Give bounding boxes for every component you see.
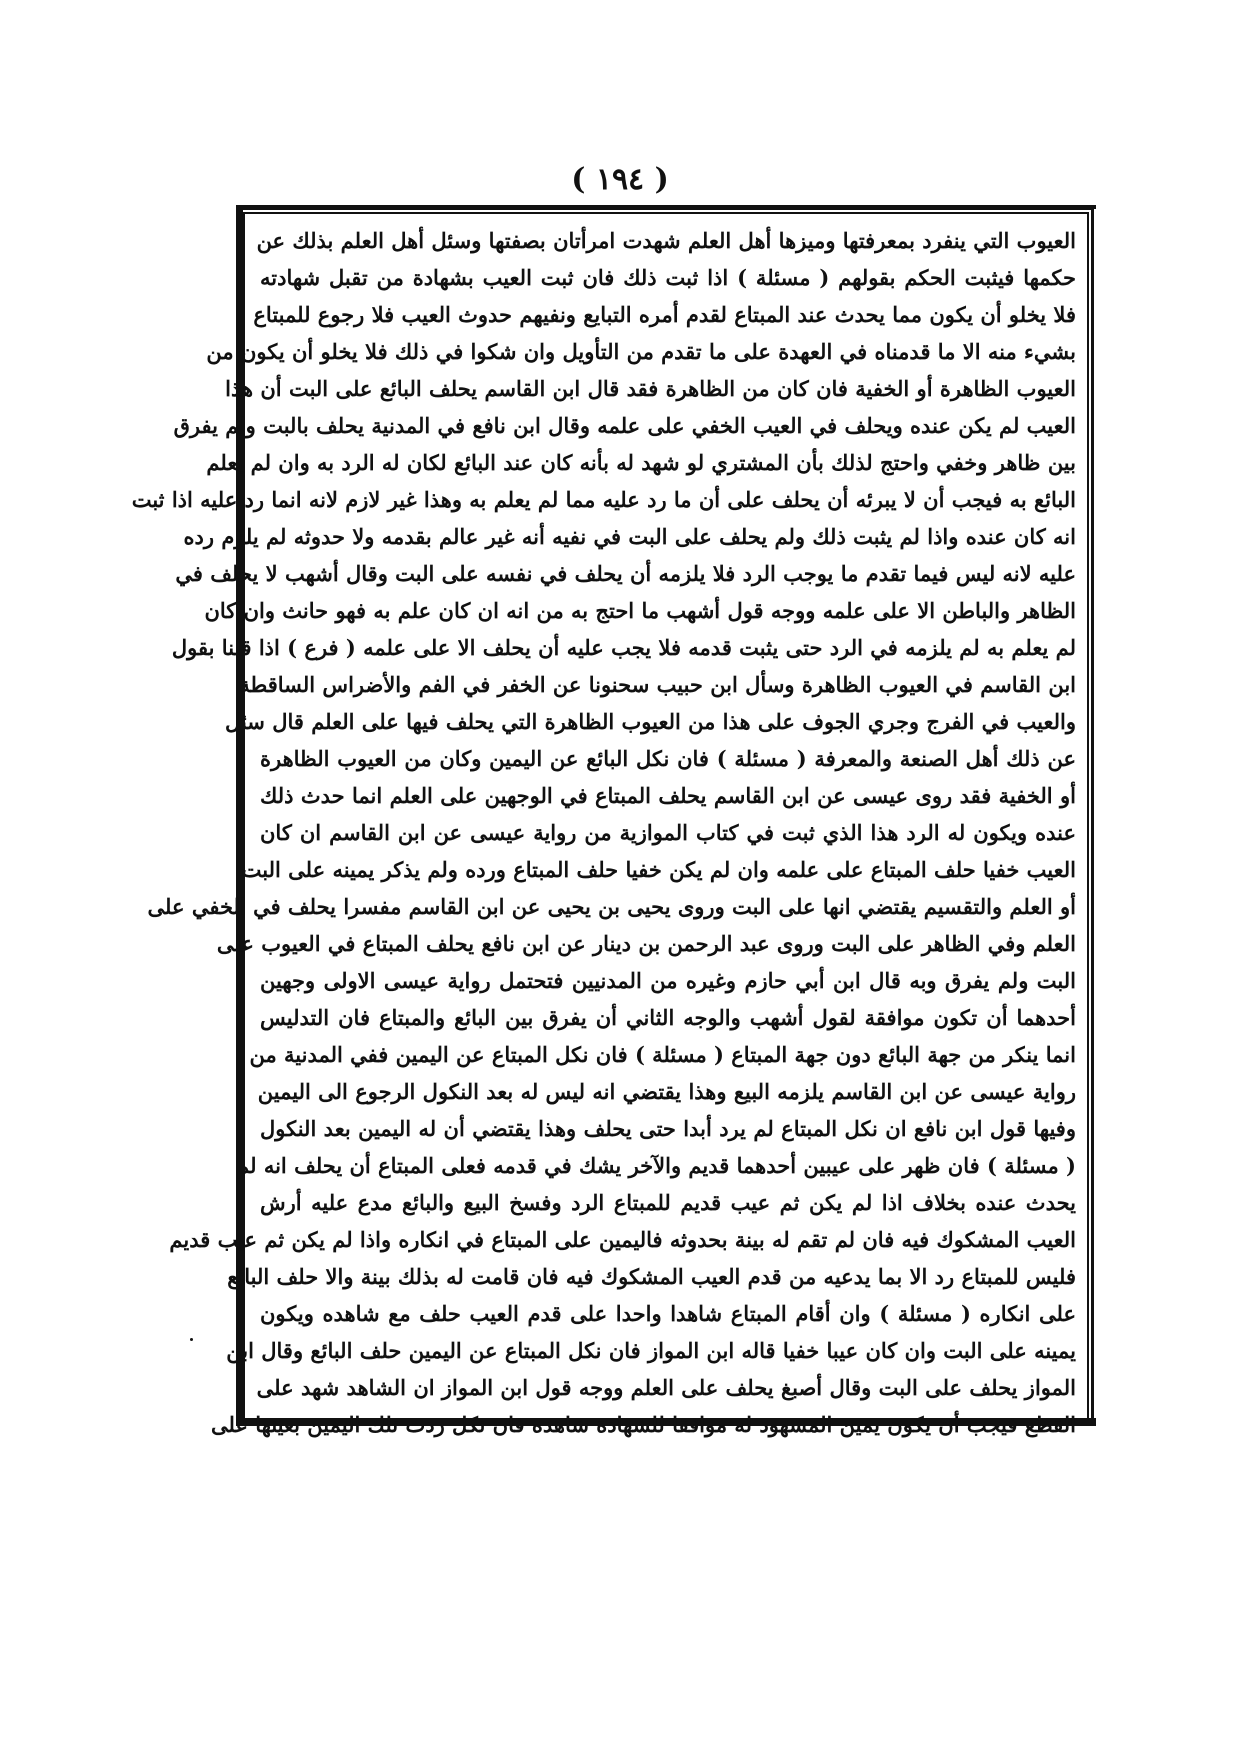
text-line: ابن القاسم في العيوب الظاهرة وسأل ابن حبيب سحنونا عن الخفر في الفم والأضراس الساقطة <box>239 672 1076 697</box>
text-line: العيب لم يكن عنده ويحلف في العيب الخفي على علمه وقال ابن نافع في المدنية يحلف بالبت ولم يفرق <box>173 413 1076 438</box>
text-line: بشيء منه الا ما قدمناه في العهدة على ما تقدم من التأويل وان شكوا في ذلك فلا يخلو أن يكون من <box>206 339 1076 364</box>
text-line: البائع به فيجب أن لا يبرئه أن يحلف على أن ما رد عليه مما لم يعلم به وهذا غير لازم لانه انما رد عليه اذا ثبت <box>131 487 1076 512</box>
text-line: البت ولم يفرق وبه قال ابن أبي حازم وغيره من المدنيين فتحتمل رواية عيسى الاولى وجهين <box>260 968 1076 993</box>
text-line: العيب المشكوك فيه فان لم تقم له بينة بحدوثه فاليمين على المبتاع في انكاره واذا لم يكن ثم عيب قديم <box>169 1227 1076 1252</box>
text-line: العيوب التي ينفرد بمعرفتها وميزها أهل العلم شهدت امرأتان بصفتها وسئل أهل العلم بذلك عن <box>256 228 1076 253</box>
text-line: الظاهر والباطن الا على علمه ووجه قول أشهب ما احتج به من انه ان كان علم به فهو حانث وان كان <box>204 598 1076 623</box>
text-line: لم يعلم به لم يلزمه في الرد حتى يثبت قدمه فلا يجب عليه أن يحلف الا على علمه ( فرع ) اذا قلنا بقول <box>171 635 1076 660</box>
text-line: انه كان عنده واذا لم يثبت ذلك ولم يحلف على البت في نفيه أنه غير عالم بقدمه ولا حدوثه لم يلزم رده <box>183 524 1076 549</box>
text-line: عن ذلك أهل الصنعة والمعرفة ( مسئلة ) فان نكل البائع عن اليمين وكان من العيوب الظاهرة <box>260 746 1076 771</box>
stray-ink-dot <box>190 1338 193 1341</box>
text-line: يحدث عنده بخلاف اذا لم يكن ثم عيب قديم للمبتاع الرد وفسخ البيع والبائع مدع عليه أرش <box>260 1190 1076 1215</box>
page-number: ( ١٩٤ ) <box>571 162 669 197</box>
text-line: المواز يحلف على البت وقال أصبغ يحلف على العلم ووجه قول ابن المواز ان الشاهد شهد على <box>256 1375 1076 1400</box>
text-body <box>131 222 1076 1437</box>
text-line: انما ينكر من جهة البائع دون جهة المبتاع ( مسئلة ) فان نكل المبتاع عن اليمين ففي المدنية من <box>249 1042 1076 1067</box>
text-line: العيب خفيا حلف المبتاع على علمه وان لم يكن خفيا حلف المبتاع ورده ولم يذكر يمينه على البت <box>241 857 1076 882</box>
text-line: عنده ويكون له الرد هذا الذي ثبت في كتاب الموازية من رواية عيسى عن ابن القاسم ان كان <box>260 820 1076 845</box>
text-line: حكمها فيثبت الحكم بقولهم ( مسئلة ) اذا ثبت ذلك فان ثبت العيب بشهادة من تقبل شهادته <box>260 265 1076 290</box>
text-line: يمينه على البت وان كان عيبا خفيا قاله ابن المواز فان نكل المبتاع عن اليمين حلف البائع وقال ابن <box>226 1338 1076 1363</box>
text-line: بين ظاهر وخفي واحتج لذلك بأن المشتري لو شهد له بأنه كان عند البائع لكان له الرد به وان لم يعلم <box>206 450 1076 475</box>
text-line: العلم وفي الظاهر على البت وروى عبد الرحمن بن دينار عن ابن نافع يحلف المبتاع في العيوب على <box>216 931 1076 956</box>
text-line: ( مسئلة ) فان ظهر على عيبين أحدهما قديم والآخر يشك في قدمه فعلى المبتاع أن يحلف انه لم <box>236 1153 1076 1178</box>
text-line: عليه لانه ليس فيما تقدم ما يوجب الرد فلا يلزمه أن يحلف في نفسه على البت وقال أشهب لا يحلف في <box>175 561 1076 586</box>
text-line: والعيب في الفرج وجري الجوف على هذا من العيوب الظاهرة التي يحلف فيها على العلم قال سئل <box>225 709 1076 734</box>
text-line: القطع فيجب أن يكون يمين المشهود له موافقا للشهادة شاهده فان نكل ردت تلك اليمين بعينها على <box>210 1412 1076 1437</box>
text-line: فلا يخلو أن يكون مما يحدث عند المبتاع لقدم أمره التبايع ونفيهم حدوث العيب فلا رجوع للمبتاع <box>253 302 1076 327</box>
text-line: رواية عيسى عن ابن القاسم يلزمه البيع وهذا يقتضي انه ليس له بعد النكول الرجوع الى اليمين <box>257 1079 1076 1104</box>
text-line: أو الخفية فقد روى عيسى عن ابن القاسم يحلف المبتاع في الوجهين على العلم انما حدث ذلك <box>260 783 1076 808</box>
text-line: على انكاره ( مسئلة ) وان أقام المبتاع شاهدا واحدا على قدم العيب حلف مع شاهده ويكون <box>260 1301 1076 1326</box>
text-line: أحدهما أن تكون موافقة لقول أشهب والوجه الثاني أن يفرق بين البائع والمبتاع فان التدليس <box>260 1005 1076 1030</box>
text-line: فليس للمبتاع رد الا بما يدعيه من قدم العيب المشكوك فيه فان قامت له بذلك بينة والا حلف البائع <box>227 1264 1076 1289</box>
text-line: أو العلم والتقسيم يقتضي انها على البت وروى يحيى بن يحيى عن ابن القاسم مفسرا يحلف في الخفي على <box>147 894 1076 919</box>
text-line: العيوب الظاهرة أو الخفية فان كان من الظاهرة فقد قال ابن القاسم يحلف البائع على البت أن هذا <box>225 376 1076 401</box>
text-line: وفيها قول ابن نافع ان نكل المبتاع لم يرد أبدا حتى يحلف وهذا يقتضي أن له اليمين بعد النكول <box>260 1116 1076 1141</box>
